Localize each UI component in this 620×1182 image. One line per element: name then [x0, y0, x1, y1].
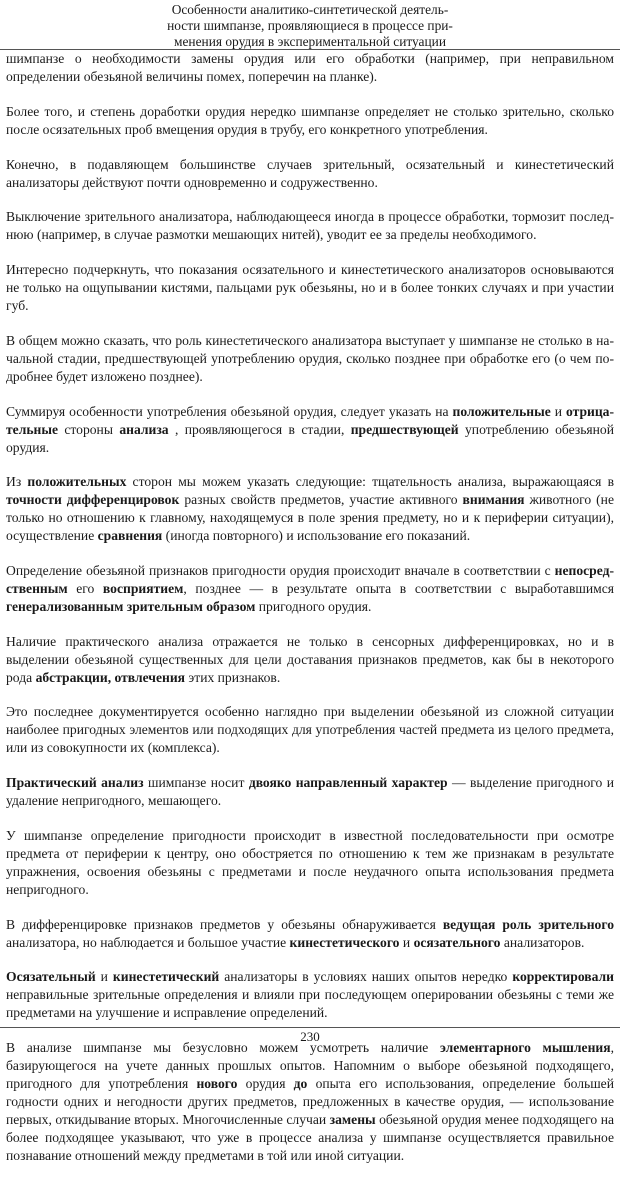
paragraph [6, 968, 614, 1022]
text-run: шимпанзе носит [143, 775, 249, 791]
text-run: шимпанзе о необходимости замены орудия или его обработки (например, при неправильном определении обезьяной величины помех, поперечин на планке). [6, 51, 614, 84]
text-run: и [550, 403, 566, 419]
bold-term: положительных [27, 474, 127, 490]
running-header [0, 2, 620, 50]
bold-term: внимания [462, 492, 525, 508]
text-run: орудия [237, 1075, 294, 1091]
bold-term: отрицательные [6, 403, 615, 437]
text-run: животного (не только но отношению к главному, находящемуся в поле зрения предмету, но и к периферии ситуации), осуществление [6, 492, 614, 544]
bold-term: двояко направленный характер [248, 775, 448, 791]
bold-term: предшествующей [350, 421, 459, 437]
bold-term: осязательного [413, 934, 501, 950]
paragraph [6, 774, 614, 810]
text-run: , базирующегося на учете данных прошлых опытов. Напомним о выборе обезьяной подходящего, пригодного для употребления [6, 1040, 614, 1091]
text-run: Конечно, в подавляющем большинстве случаев зрительный, осязательный и кинестетический анализаторы действуют почти одновременно и содружественно. [6, 156, 614, 190]
text-run: Суммируя особенности употребления обезьяной орудия, следует указать на [6, 403, 453, 419]
text-run: , проявляющегося в стадии, [168, 421, 351, 437]
text-run: Выключение зрительного анализатора, наблюдающееся иногда в процессе обработки, тормозит последнюю (например, в случае размотки мешающих нитей), уводит ее за пределы необходимого. [6, 209, 614, 243]
paragraph [6, 50, 614, 86]
text-run: В анализе шимпанзе мы безусловно можем усмотреть наличие [6, 1040, 441, 1056]
text-run: Определение обезьяной признаков пригодности орудия происходит вначале в соответствии с [6, 563, 555, 579]
text-run: неправильные зрительные определения и влияли при последующем оперировании обезьяны с теми же предметами на улучшение и исправление определений. [6, 987, 614, 1021]
text-run: Более того, и степень доработки орудия нередко шимпанзе определяет не столько зрительно, сколько после осязательных проб вмещения орудия в трубу, его конкретного употребления. [6, 103, 614, 137]
paragraph [6, 156, 614, 192]
text-run: У шимпанзе определение пригодности происходит в известной последовательности при осмотре предмета от периферии к центру, оно обостряется по отношению к тем же признакам в результате упражнения, освоения обезьяны с предметами и после неудачного опыта использования предмета непригодного. [6, 828, 614, 897]
text-run: разных свойств предметов, участие активного [179, 492, 463, 508]
text-run: анализатора, но наблюдается и большое участие [6, 934, 290, 950]
bold-term: генерализованным зрительным образом [6, 598, 256, 614]
paragraph [6, 633, 614, 687]
paragraph [6, 562, 614, 616]
text-run: стороны [58, 421, 120, 437]
text-run: сторон мы можем указать следующие: тщательность анализа, выражающаяся в [126, 474, 614, 490]
bold-term: нового [196, 1075, 238, 1091]
text-run: обезьяной орудия менее подходящего на более подходящее указывают, что уже в процессе анализа у шимпанзе осуществляется правильное познавание отношений между предметами в той или иной ситуации. [6, 1111, 615, 1163]
paragraph [6, 332, 614, 386]
text-run: Это последнее документируется особенно наглядно при выделении обезьяной из сложной ситуации наиболее пригодных элементов или подходящих для употребления частей предмета из целого предмета, или из совокупности их (комплекса). [6, 704, 614, 756]
text-run: Интересно подчеркнуть, что показания осязательного и кинестетического анализаторов основываются не только на ощупывании кистями, пальцами рук обезьяны, но и в более тонких случаях и при участии губ. [6, 262, 614, 314]
text-run: анализаторов. [500, 934, 585, 950]
text-run: Наличие практического анализа отражается не только в сенсорных дифференцировках, но и в выделении обезьяной существенных для цели доставания признаков предметов, как бы в некоторого рода [6, 633, 614, 685]
bold-term: до [293, 1075, 308, 1091]
text-run: (иногда повторного) и использование его показаний. [162, 528, 471, 544]
text-run: В дифференцировке признаков предметов у обезьяны обнаруживается [6, 916, 443, 932]
bold-term: сравнения [97, 528, 163, 544]
bold-term: восприятием [102, 580, 184, 596]
text-run: Из [6, 474, 28, 490]
paragraph [6, 103, 614, 139]
bold-term: корректировали [512, 969, 614, 985]
text-run: — выделение пригодного и удаление непригодного, мешающего. [6, 775, 615, 809]
bold-term: Осязательный [6, 969, 96, 985]
page-number: 230 [300, 1029, 320, 1044]
text-run: опыта его использования, определение большей годности одних и негодности других предметов, предложенных в качестве орудия, — использование первых, откидывание вторых. Многочисленные случаи [6, 1075, 614, 1127]
paragraph [6, 403, 614, 457]
footer-divider [0, 1027, 620, 1028]
paragraph [6, 916, 614, 952]
text-run: и [95, 969, 113, 985]
bold-term: ведущая роль зрительного [442, 916, 614, 932]
text-run: анализаторы в условиях наших опытов нередко [219, 969, 513, 985]
bold-term: замены [329, 1111, 376, 1127]
paragraph [6, 473, 614, 545]
text-run: и [399, 934, 414, 950]
bold-term: точности дифференцировок [6, 492, 180, 508]
text-run: этих признаков. [185, 669, 281, 685]
paragraph [6, 208, 614, 244]
paragraph [6, 261, 614, 315]
bold-term: положительные [452, 403, 551, 419]
text-run: , позднее — в результате опыта в соответствии с выработавшимся [183, 580, 614, 596]
bold-term: абстракции, отвлечения [35, 669, 186, 685]
header-line-3: менения орудия в экспериментальной ситуации [174, 34, 446, 49]
header-line-1: Особенности аналитико-синтетической деятель- [171, 2, 449, 17]
paragraph [6, 1039, 614, 1164]
bold-term: кинестетический [112, 969, 220, 985]
text-run: В общем можно сказать, что роль кинестетического анализатора выступает у шимпанзе не столько в начальной стадии, предшествующей употреблению орудия, сколько позднее при обработке его (о чем подробнее будет изложено позднее). [6, 332, 614, 384]
header-line-2: ности шимпанзе, проявляющиеся в процессе при- [167, 18, 453, 33]
bold-term: Практический анализ [6, 775, 144, 791]
bold-term: анализа [119, 421, 169, 437]
bold-term: непосредственным [6, 563, 614, 596]
text-run: пригодного орудия. [255, 598, 372, 614]
body-text [6, 50, 614, 1182]
bold-term: элементарного мышления [440, 1040, 611, 1056]
paragraph [6, 827, 614, 899]
bold-term: кинестетического [289, 934, 400, 950]
text-run: употреблению обезьяной орудия. [6, 421, 614, 455]
paragraph [6, 703, 614, 757]
text-run: его [67, 580, 103, 596]
